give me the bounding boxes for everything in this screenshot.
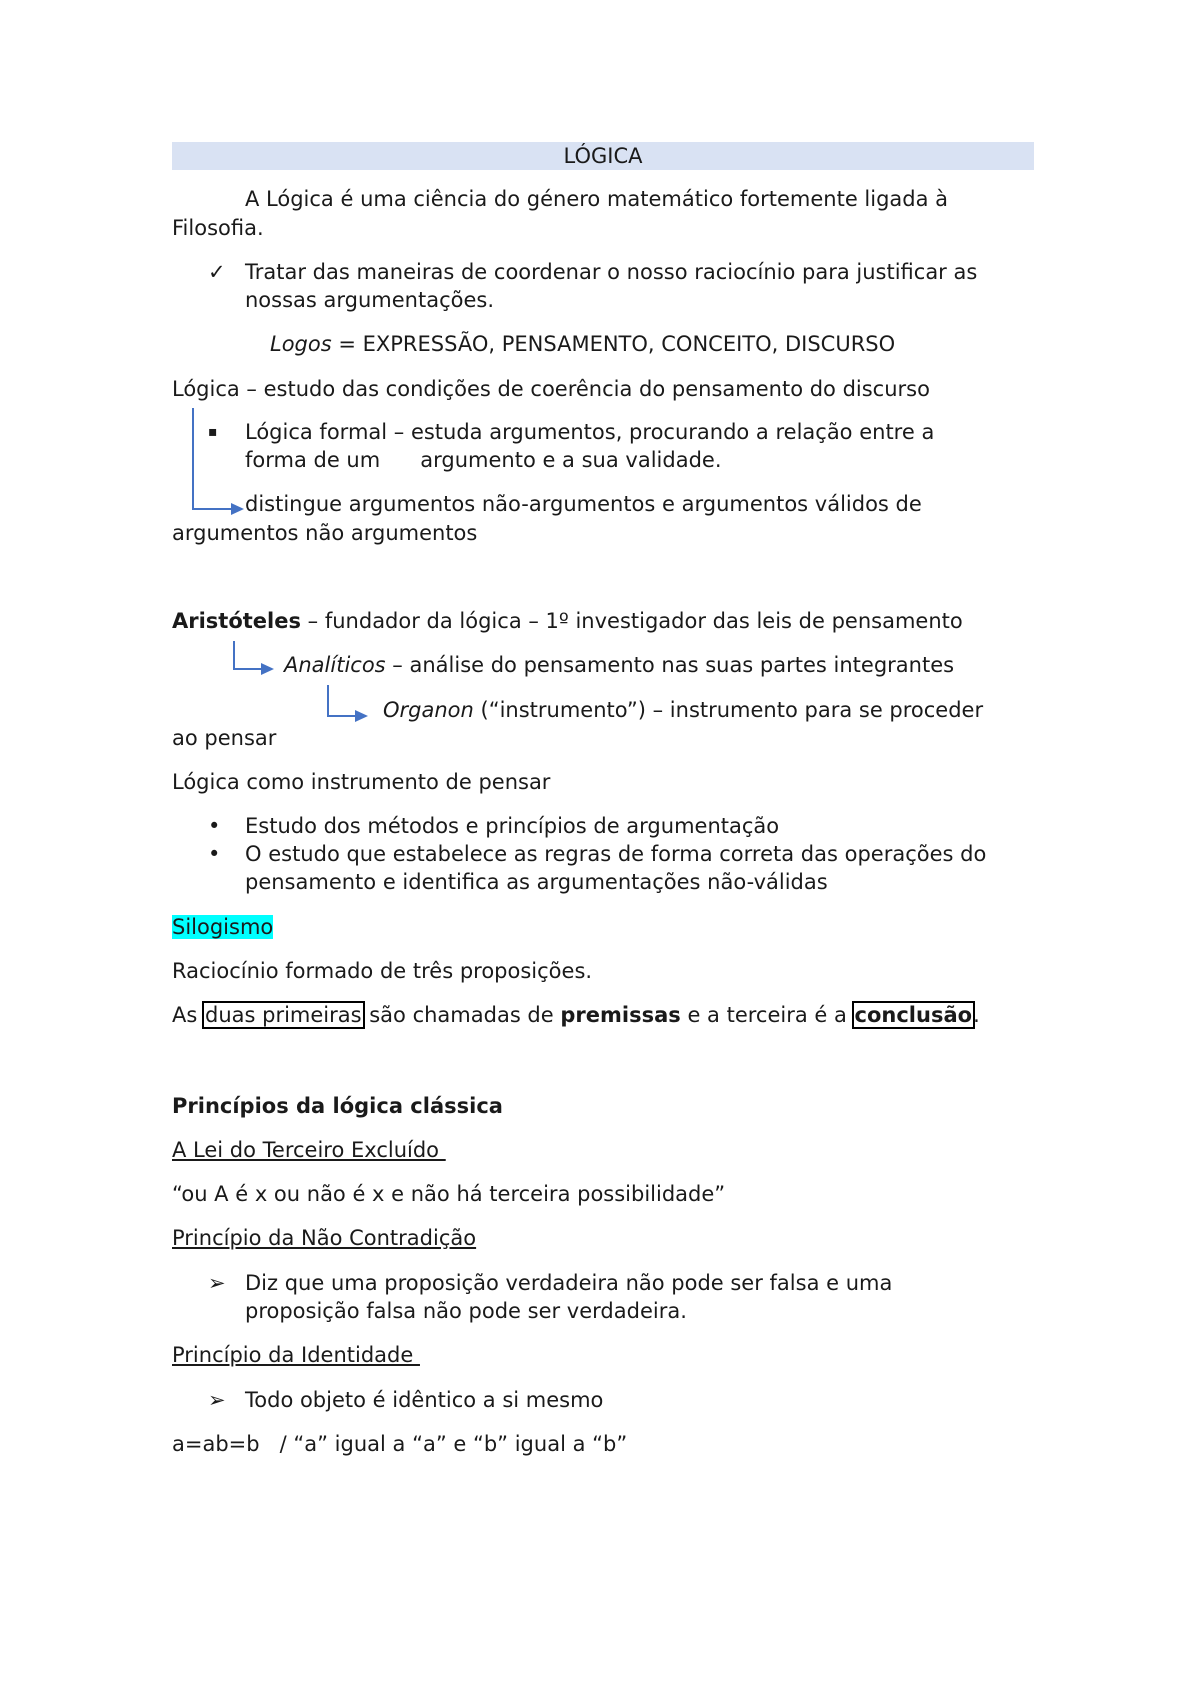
connector-arrow-2: [234, 641, 263, 669]
analiticos-rest: – análise do pensamento nas suas partes integrantes: [385, 653, 955, 677]
square-bullet-icon: ▪: [208, 424, 218, 440]
boxed-duas-primeiras: duas primeiras: [204, 1003, 362, 1027]
intro-line-1: A Lógica é uma ciência do género matemático fortemente ligada à: [245, 187, 949, 211]
check-item-line-1: Tratar das maneiras de coordenar o nosso raciocínio para justificar as: [245, 260, 978, 284]
bullet-item-2-line-2: pensamento e identifica as argumentações não-válidas: [245, 870, 828, 894]
aristoteles-name: Aristóteles: [172, 609, 301, 633]
formal-item-line-1: Lógica formal – estuda argumentos, procurando a relação entre a: [245, 420, 935, 444]
arrowhead-1: [231, 503, 244, 515]
boxed-conclusao: conclusão: [854, 1003, 973, 1027]
organon-term: Organon: [383, 698, 474, 722]
silogismo-definition: Raciocínio formado de três proposições.: [172, 959, 593, 983]
arrowhead-bullet-icon: ➢: [208, 1271, 226, 1295]
nao-contradicao-line-2: proposição falsa não pode ser verdadeira.: [245, 1299, 687, 1323]
logos-term: Logos: [270, 332, 332, 356]
analiticos-term: Analíticos: [284, 653, 386, 677]
distingue-line-2: argumentos não argumentos: [172, 521, 478, 545]
organon-line-2: ao pensar: [172, 726, 277, 750]
nao-contradicao-line-1: Diz que uma proposição verdadeira não pode ser falsa e uma: [245, 1271, 893, 1295]
identidade-title: Princípio da Identidade: [172, 1343, 420, 1367]
identidade-formula: a=ab=b / “a” igual a “a” e “b” igual a “b”: [172, 1432, 628, 1456]
check-item-line-2: nossas argumentações.: [245, 288, 495, 312]
arrowhead-2: [261, 663, 274, 675]
silogismo-label: Silogismo: [172, 915, 274, 939]
organon-rest: (“instrumento”) – instrumento para se proceder: [473, 698, 984, 722]
premissas-term: premissas: [560, 1003, 681, 1027]
connector-arrow-3: [328, 685, 356, 716]
bullet-item-2-line-1: O estudo que estabelece as regras de forma correta das operações do: [245, 842, 987, 866]
identidade-item: Todo objeto é idêntico a si mesmo: [245, 1388, 604, 1412]
arrowhead-bullet-icon: ➢: [208, 1388, 226, 1412]
logos-rest: = EXPRESSÃO, PENSAMENTO, CONCEITO, DISCURSO: [331, 332, 896, 356]
arrowhead-3: [355, 710, 368, 722]
checkmark-icon: ✓: [208, 260, 226, 284]
instrumento-heading: Lógica como instrumento de pensar: [172, 770, 551, 794]
formal-item-line-2: forma de um argumento e a sua validade.: [245, 448, 722, 472]
terceiro-excluido-text: “ou A é x ou não é x e não há terceira possibilidade”: [172, 1182, 726, 1206]
sentence-part: e a terceira é a: [680, 1003, 854, 1027]
logica-definition: Lógica – estudo das condições de coerência do pensamento do discurso: [172, 377, 930, 401]
sentence-part: .: [973, 1003, 980, 1027]
bullet-dot-icon: •: [208, 842, 221, 866]
intro-line-2: Filosofia.: [172, 216, 264, 240]
bullet-dot-icon: •: [208, 814, 221, 838]
principios-heading: Princípios da lógica clássica: [172, 1094, 503, 1118]
aristoteles-rest: – fundador da lógica – 1º investigador das leis de pensamento: [301, 609, 963, 633]
distingue-line-1: distingue argumentos não-argumentos e argumentos válidos de: [245, 492, 922, 516]
page-title: LÓGICA: [172, 142, 1034, 170]
sentence-part: As: [172, 1003, 204, 1027]
terceiro-excluido-title: A Lei do Terceiro Excluído: [172, 1138, 446, 1162]
sentence-part: são chamadas de: [362, 1003, 561, 1027]
connector-arrow-1: [193, 408, 232, 509]
bullet-item-1: Estudo dos métodos e princípios de argumentação: [245, 814, 780, 838]
nao-contradicao-title: Princípio da Não Contradição: [172, 1226, 477, 1250]
